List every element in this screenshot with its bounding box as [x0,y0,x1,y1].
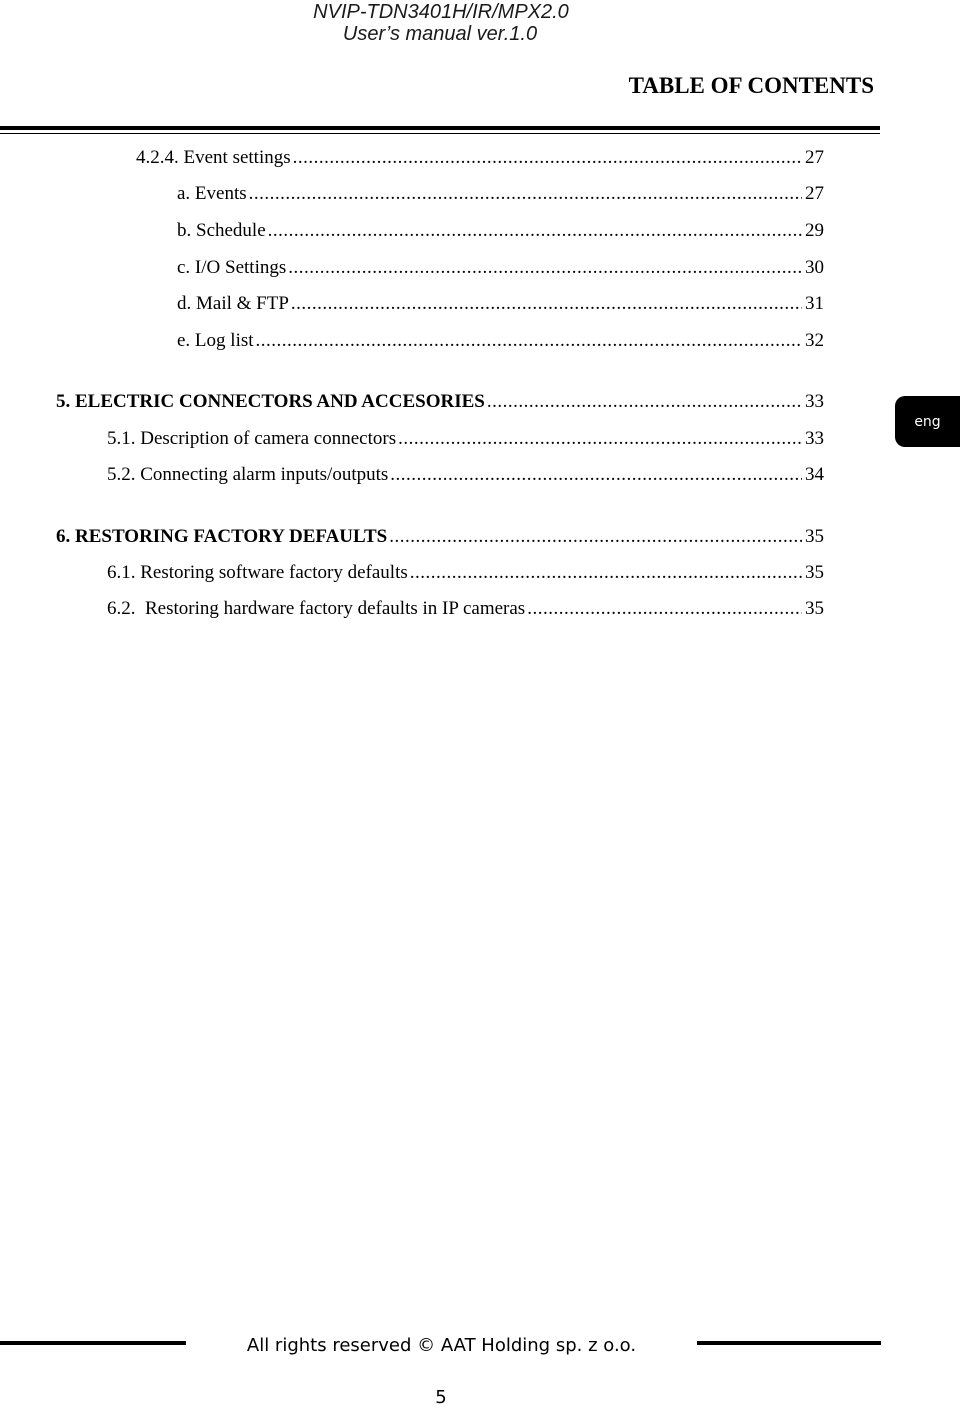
toc-entry-page: 33 [805,391,824,412]
toc-dot-leader [410,561,802,585]
toc-dot-leader [487,390,802,414]
header-rule-thick [0,126,880,130]
document-model: NVIP-TDN3401H/IR/MPX2.0 [313,1,569,23]
toc-entry-label: 5. ELECTRIC CONNECTORS AND ACCESORIES [56,391,485,412]
toc-entry-page: 35 [805,526,824,547]
toc-dot-leader [288,256,802,280]
language-tab[interactable]: eng [895,396,960,447]
toc-entry[interactable] [177,256,824,280]
toc-entry-label: 6.2. Restoring hardware factory defaults in IP cameras [107,598,526,619]
toc-dot-leader [527,597,802,621]
toc-entry[interactable] [177,219,824,243]
toc-entry-page: 29 [805,220,824,241]
toc-entry-label: d. Mail & FTP [177,293,289,314]
toc-dot-leader [389,525,802,549]
toc-entry[interactable] [107,597,824,621]
toc-entry-page: 31 [805,293,824,314]
toc-dot-leader [398,427,802,451]
toc-entry-label: 5.1. Description of camera connectors [107,428,397,449]
toc-entry-page: 34 [805,464,824,485]
toc-entry[interactable] [177,182,824,206]
toc-entry-label: e. Log list [177,330,254,351]
toc-entry-page: 30 [805,257,824,278]
toc-dot-leader [249,182,802,206]
toc-dot-leader [268,219,802,243]
toc-entry-page: 27 [805,147,824,168]
toc-entry-page: 35 [805,598,824,619]
toc-entry-label: 6.1. Restoring software factory defaults [107,562,408,583]
toc-entry-page: 32 [805,330,824,351]
toc-dot-leader [293,146,802,170]
toc-chapter-entry[interactable] [56,525,824,549]
toc-entry-label: b. Schedule [177,220,266,241]
toc-chapter-entry[interactable] [56,390,824,414]
footer-rights: All rights reserved © AAT Holding sp. z o.o. [246,1335,637,1356]
toc-entry-label: 6. RESTORING FACTORY DEFAULTS [56,526,388,547]
toc-entry-label: a. Events [177,183,247,204]
toc-entry[interactable] [107,561,824,585]
section-title: TABLE OF CONTENTS [628,73,874,98]
toc-entry-page: 27 [805,183,824,204]
toc-dot-leader [256,329,802,353]
toc-entry-page: 33 [805,428,824,449]
toc-entry-page: 35 [805,562,824,583]
toc-entry[interactable] [177,292,824,316]
toc-entry-label: c. I/O Settings [177,257,287,278]
toc-entry-label: 5.2. Connecting alarm inputs/outputs [107,464,389,485]
toc-entry[interactable] [107,463,824,487]
toc-dot-leader [390,463,802,487]
toc-entry[interactable] [177,329,824,353]
footer-bar-left [0,1341,186,1345]
toc-entry[interactable] [107,427,824,451]
toc-entry-label: 4.2.4. Event settings [136,147,291,168]
toc-entry[interactable] [136,146,824,170]
toc-dot-leader [291,292,802,316]
manual-version: User’s manual ver.1.0 [342,23,538,45]
header-rule-thin [0,133,880,134]
page-number: 5 [435,1387,447,1408]
footer-bar-right [697,1341,881,1345]
